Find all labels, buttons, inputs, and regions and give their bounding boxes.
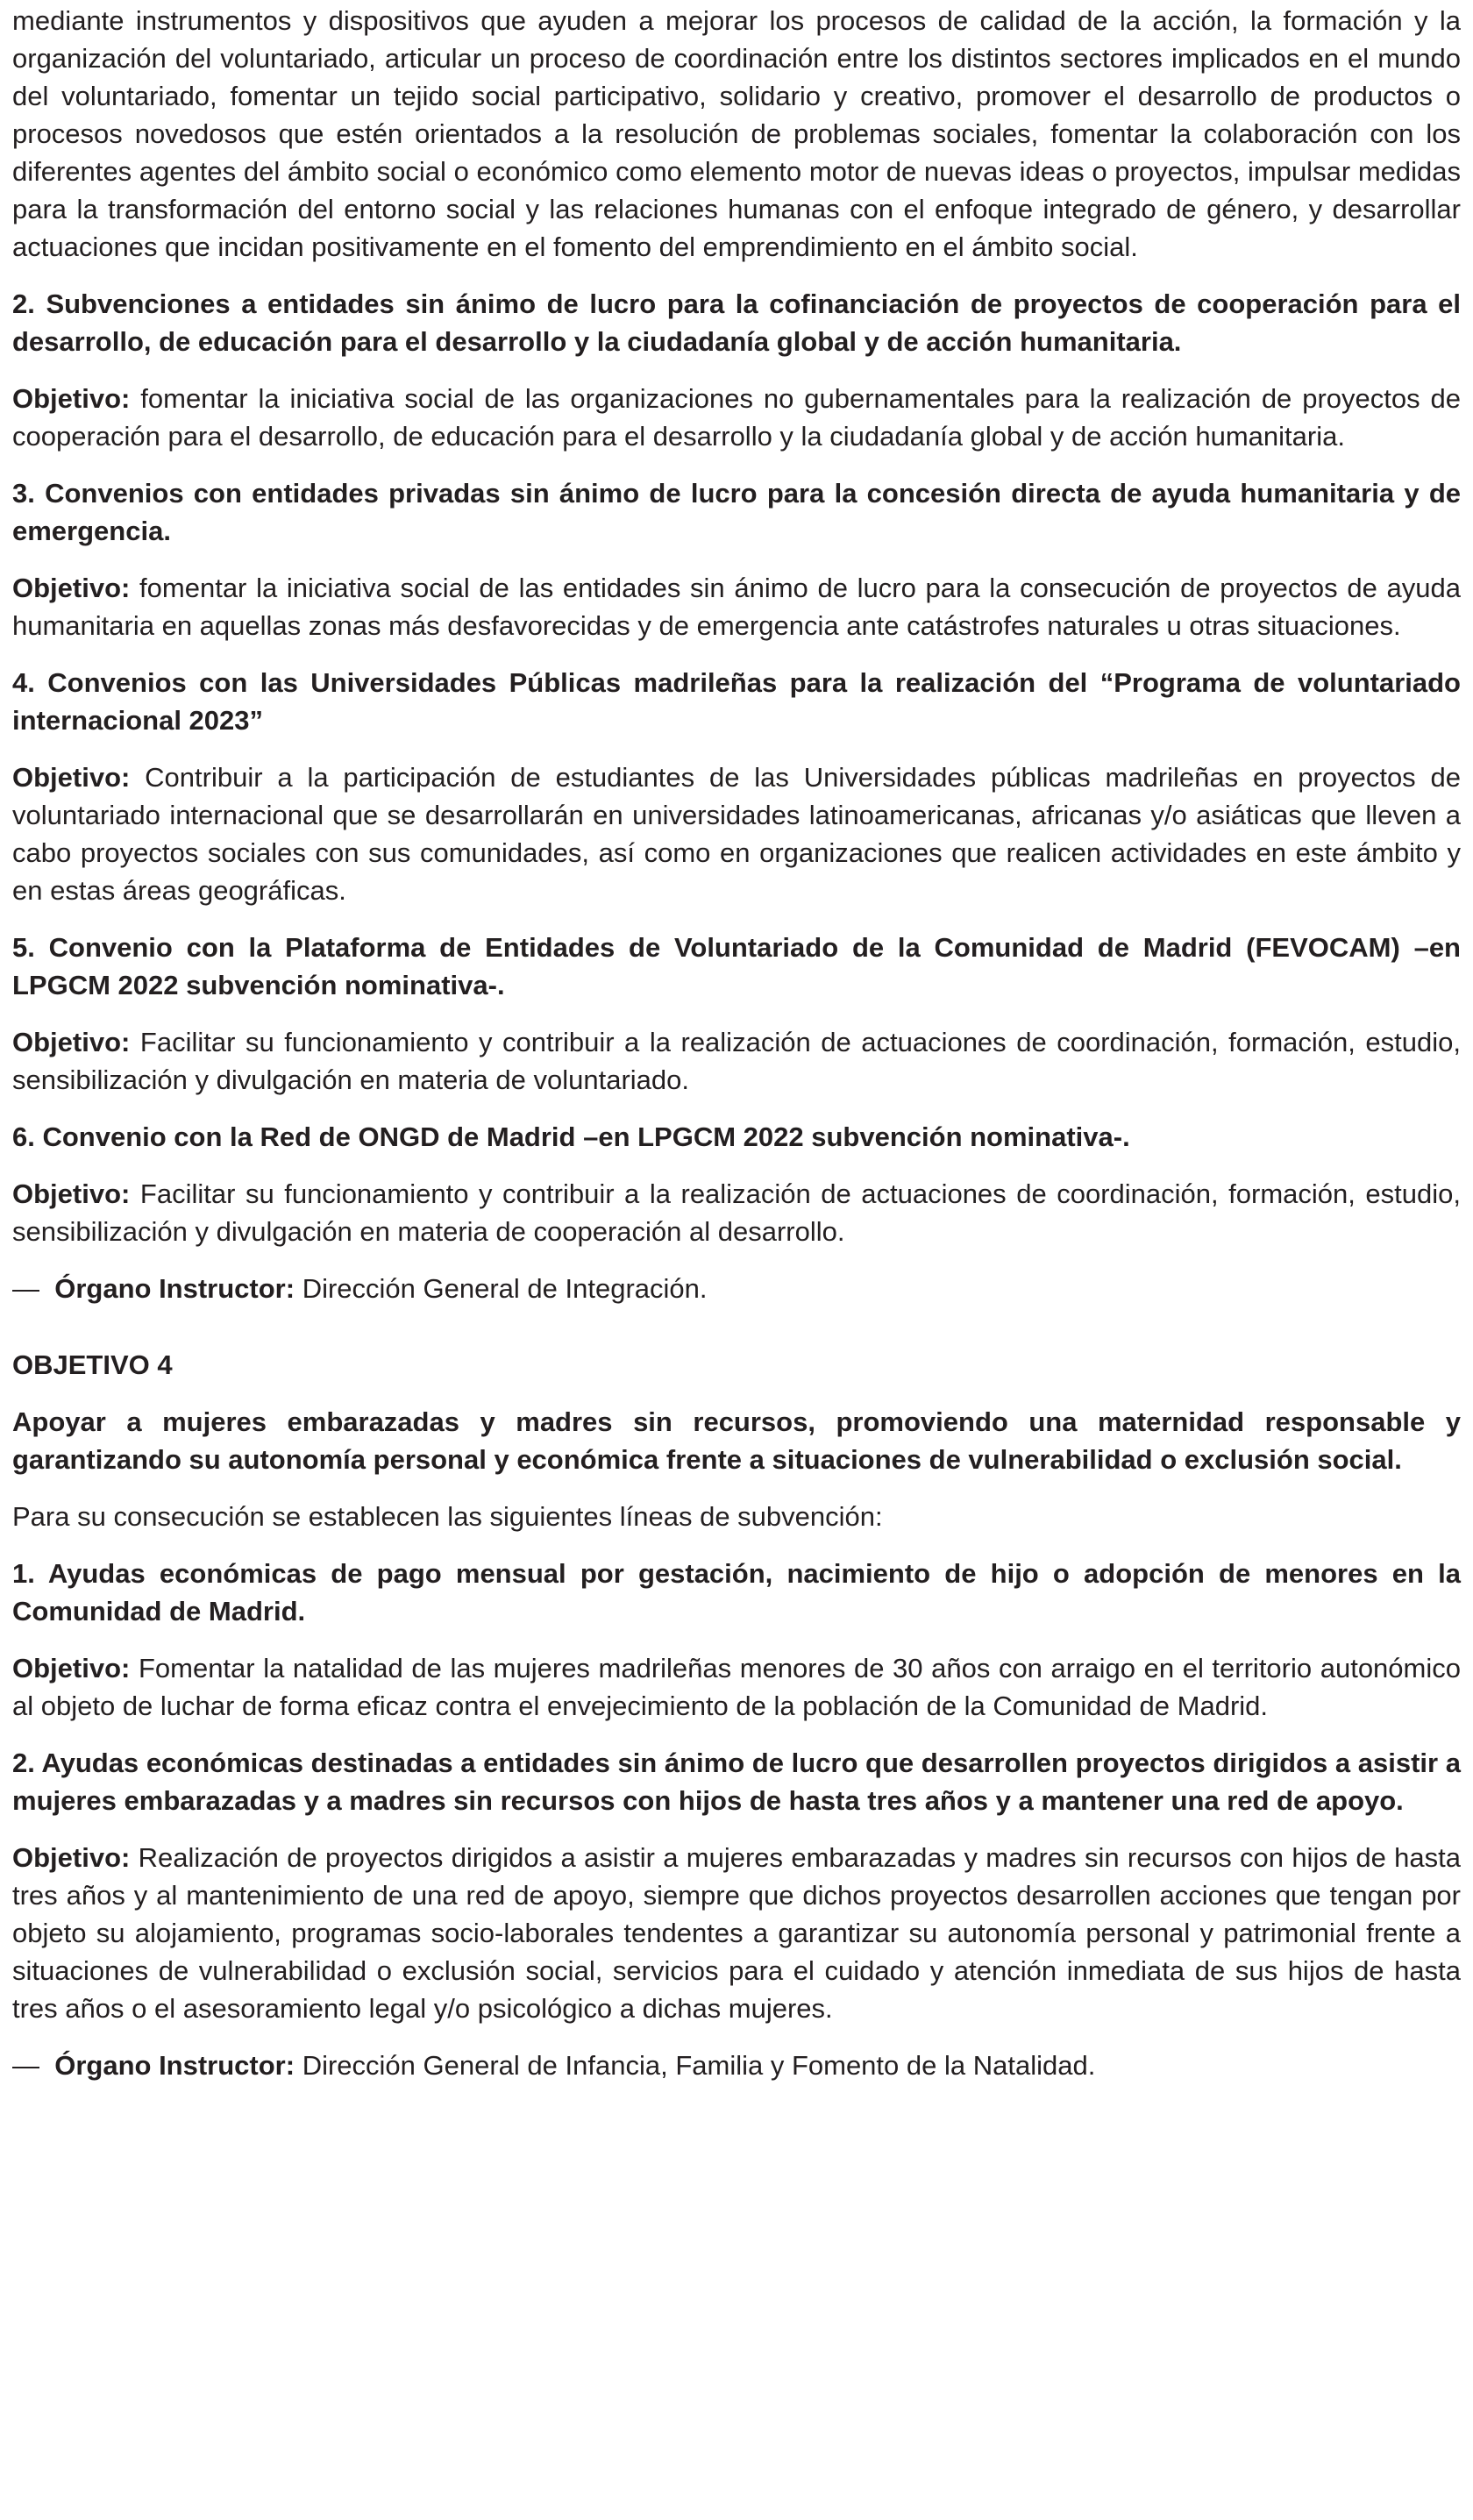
line-heading-5: 5. Convenio con la Plataforma de Entidades de Voluntariado de la Comunidad de Madrid (FEVOCAM) –en LPGCM 2022 subvención nominativa-. bbox=[12, 932, 1461, 1000]
o4-line-heading-1: 1. Ayudas económicas de pago mensual por gestación, nacimiento de hijo o adopción de menores en la Comunidad de Madrid. bbox=[12, 1558, 1461, 1627]
line-heading-2: 2. Subvenciones a entidades sin ánimo de lucro para la cofinanciación de proyectos de cooperación para el desarrollo, de educación para el desarrollo y la ciudadanía global y de acción humanitaria. bbox=[12, 288, 1461, 357]
objetivo-4-title: OBJETIVO 4 bbox=[12, 1349, 173, 1380]
em-dash: — bbox=[12, 2050, 39, 2081]
line-objective-4 bbox=[12, 758, 1461, 909]
objective-label: Objetivo: bbox=[12, 1027, 131, 1057]
line-objective-6 bbox=[12, 1175, 1461, 1250]
instructor-label: Órgano Instructor: bbox=[54, 1273, 295, 1304]
o4-instructor-line bbox=[12, 2047, 1461, 2084]
objective-text: Facilitar su funcionamiento y contribuir a la realización de actuaciones de coordinación, formación, estudio, sensibilización y divulgación en materia de voluntariado. bbox=[12, 1027, 1461, 1095]
o4-line-objective-2 bbox=[12, 1839, 1461, 2027]
line-heading-3: 3. Convenios con entidades privadas sin ánimo de lucro para la concesión directa de ayuda humanitaria y de emergencia. bbox=[12, 478, 1461, 546]
line-heading-4: 4. Convenios con las Universidades Públicas madrileñas para la realización del “Programa de voluntariado internacional 2023” bbox=[12, 667, 1461, 736]
line-objective-3 bbox=[12, 569, 1461, 644]
line-objective-5 bbox=[12, 1023, 1461, 1099]
objetivo-4-statement: Apoyar a mujeres embarazadas y madres sin recursos, promoviendo una maternidad responsable y garantizando su autonomía personal y económica frente a situaciones de vulnerabilidad o exclusión social. bbox=[12, 1406, 1461, 1475]
document-page bbox=[0, 2, 1473, 2520]
objective-text: Facilitar su funcionamiento y contribuir a la realización de actuaciones de coordinación, formación, estudio, sensibilización y divulgación en materia de cooperación al desarrollo. bbox=[12, 1178, 1461, 1247]
objective-label: Objetivo: bbox=[12, 1842, 131, 1873]
objective-text: fomentar la iniciativa social de las entidades sin ánimo de lucro para la consecución de proyectos de ayuda humanitaria en aquellas zonas más desfavorecidas y de emergencia ante catástrofes naturales u otras situaciones. bbox=[12, 573, 1461, 641]
objective-text: Fomentar la natalidad de las mujeres madrileñas menores de 30 años con arraigo en el territorio autonómico al objeto de luchar de forma eficaz contra el envejecimiento de la población de la Comunidad de Madrid. bbox=[12, 1653, 1461, 1721]
objective-label: Objetivo: bbox=[12, 1178, 131, 1209]
line-objective-2 bbox=[12, 380, 1461, 455]
instructor-value: Dirección General de Integración. bbox=[302, 1273, 708, 1304]
objective-label: Objetivo: bbox=[12, 573, 131, 603]
o4-line-objective-1 bbox=[12, 1649, 1461, 1725]
instructor-label: Órgano Instructor: bbox=[54, 2050, 295, 2081]
objective-label: Objetivo: bbox=[12, 762, 131, 793]
objective-label: Objetivo: bbox=[12, 1653, 131, 1684]
objective-label: Objetivo: bbox=[12, 383, 131, 414]
instructor-line bbox=[12, 1270, 1461, 1307]
intro-paragraph: mediante instrumentos y dispositivos que ayuden a mejorar los procesos de calidad de la acción, la formación y la organización del voluntariado, articular un proceso de coordinación entre los distintos sectores implicados en el mundo del voluntariado, fomentar un tejido social participativo, solidario y creativo, promover el desarrollo de productos o procesos novedosos que estén orientados a la resolución de problemas sociales, fomentar la colaboración con los diferentes agentes del ámbito social o económico como elemento motor de nuevas ideas o proyectos, impulsar medidas para la transformación del entorno social y las relaciones humanas con el enfoque integrado de género, y desarrollar actuaciones que incidan positivamente en el fomento del emprendimiento en el ámbito social. bbox=[12, 5, 1461, 262]
instructor-value: Dirección General de Infancia, Familia y Fomento de la Natalidad. bbox=[302, 2050, 1096, 2081]
em-dash: — bbox=[12, 1273, 39, 1304]
o4-line-heading-2: 2. Ayudas económicas destinadas a entidades sin ánimo de lucro que desarrollen proyectos dirigidos a asistir a mujeres embarazadas y a madres sin recursos con hijos de hasta tres años y a mantener una red de apoyo. bbox=[12, 1748, 1461, 1816]
objetivo-4-intro: Para su consecución se establecen las siguientes líneas de subvención: bbox=[12, 1501, 883, 1532]
objective-text: Realización de proyectos dirigidos a asistir a mujeres embarazadas y madres sin recursos con hijos de hasta tres años y al mantenimiento de una red de apoyo, siempre que dichos proyectos desarrollen acciones que tengan por objeto su alojamiento, programas socio-laborales tendentes a garantizar su autonomía personal y patrimonial frente a situaciones de vulnerabilidad o exclusión social, servicios para el cuidado y atención inmediata de sus hijos de hasta tres años o el asesoramiento legal y/o psicológico a dichas mujeres. bbox=[12, 1842, 1461, 2024]
line-heading-6: 6. Convenio con la Red de ONGD de Madrid –en LPGCM 2022 subvención nominativa-. bbox=[12, 1121, 1130, 1152]
objective-text: Contribuir a la participación de estudiantes de las Universidades públicas madrileñas en proyectos de voluntariado internacional que se desarrollarán en universidades latinoamericanas, africanas y/o asiáticas que lleven a cabo proyectos sociales con sus comunidades, así como en organizaciones que realicen actividades en este ámbito y en estas áreas geográficas. bbox=[12, 762, 1461, 906]
objective-text: fomentar la iniciativa social de las organizaciones no gubernamentales para la realización de proyectos de cooperación para el desarrollo, de educación para el desarrollo y la ciudadanía global y de acción humanitaria. bbox=[12, 383, 1461, 452]
